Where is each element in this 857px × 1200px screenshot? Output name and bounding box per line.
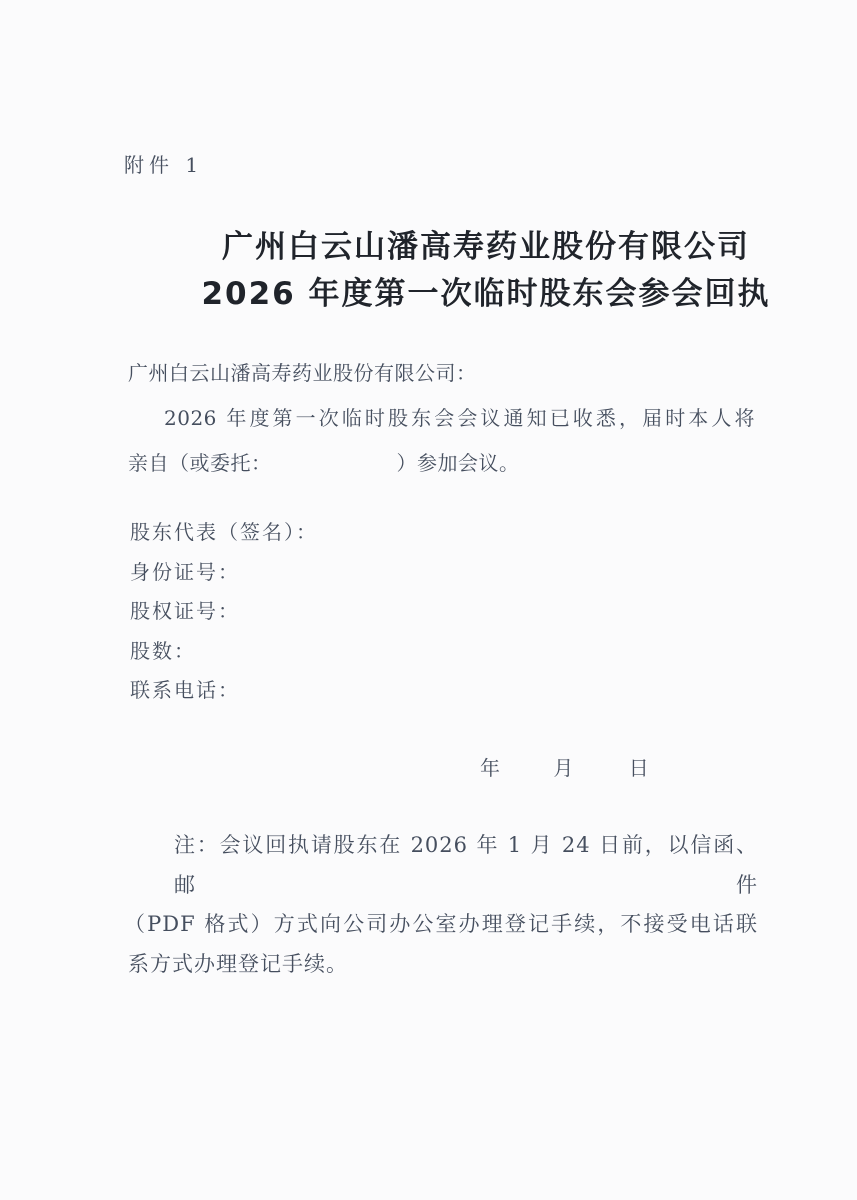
delegate-name-blank xyxy=(272,469,397,470)
delegate-suffix: ）参加会议。 xyxy=(396,451,520,475)
date-day-label: 日 xyxy=(628,756,649,780)
date-month-label: 月 xyxy=(553,756,574,780)
body-paragraph-line2 xyxy=(128,441,755,486)
form-fields xyxy=(130,513,630,711)
registration-note xyxy=(124,826,758,984)
field-shareholder-representative: 股东代表（签名）： xyxy=(130,520,318,544)
note-line1: 注：会议回执请股东在 2026 年 1 月 24 日前，以信函、邮件 xyxy=(174,833,758,897)
field-share-count: 股数： xyxy=(130,638,196,663)
note-line3: 系方式办理登记手续。 xyxy=(128,951,348,976)
document-title-line2: 2026 年度第一次临时股东会参会回执 xyxy=(201,276,771,312)
document-title xyxy=(86,224,857,318)
field-id-number: 身份证号： xyxy=(130,559,240,584)
field-share-certificate-number: 股权证号： xyxy=(130,599,240,623)
document-body xyxy=(128,351,755,486)
date-placeholder-line xyxy=(128,752,755,784)
delegate-prefix: 亲自（或委托： xyxy=(128,451,272,475)
field-contact-phone: 联系电话： xyxy=(130,678,240,702)
attachment-label: 附件 1 xyxy=(124,153,204,177)
body-paragraph-line1: 2026 年度第一次临时股东会会议通知已收悉，届时本人将 xyxy=(164,406,755,430)
document-title-line1: 广州白云山潘高寿药业股份有限公司 xyxy=(222,229,750,265)
note-line2: （PDF 格式）方式向公司办公室办理登记手续，不接受电话联 xyxy=(124,912,758,936)
salutation-line: 广州白云山潘高寿药业股份有限公司： xyxy=(128,361,477,385)
date-year-label: 年 xyxy=(480,756,500,780)
